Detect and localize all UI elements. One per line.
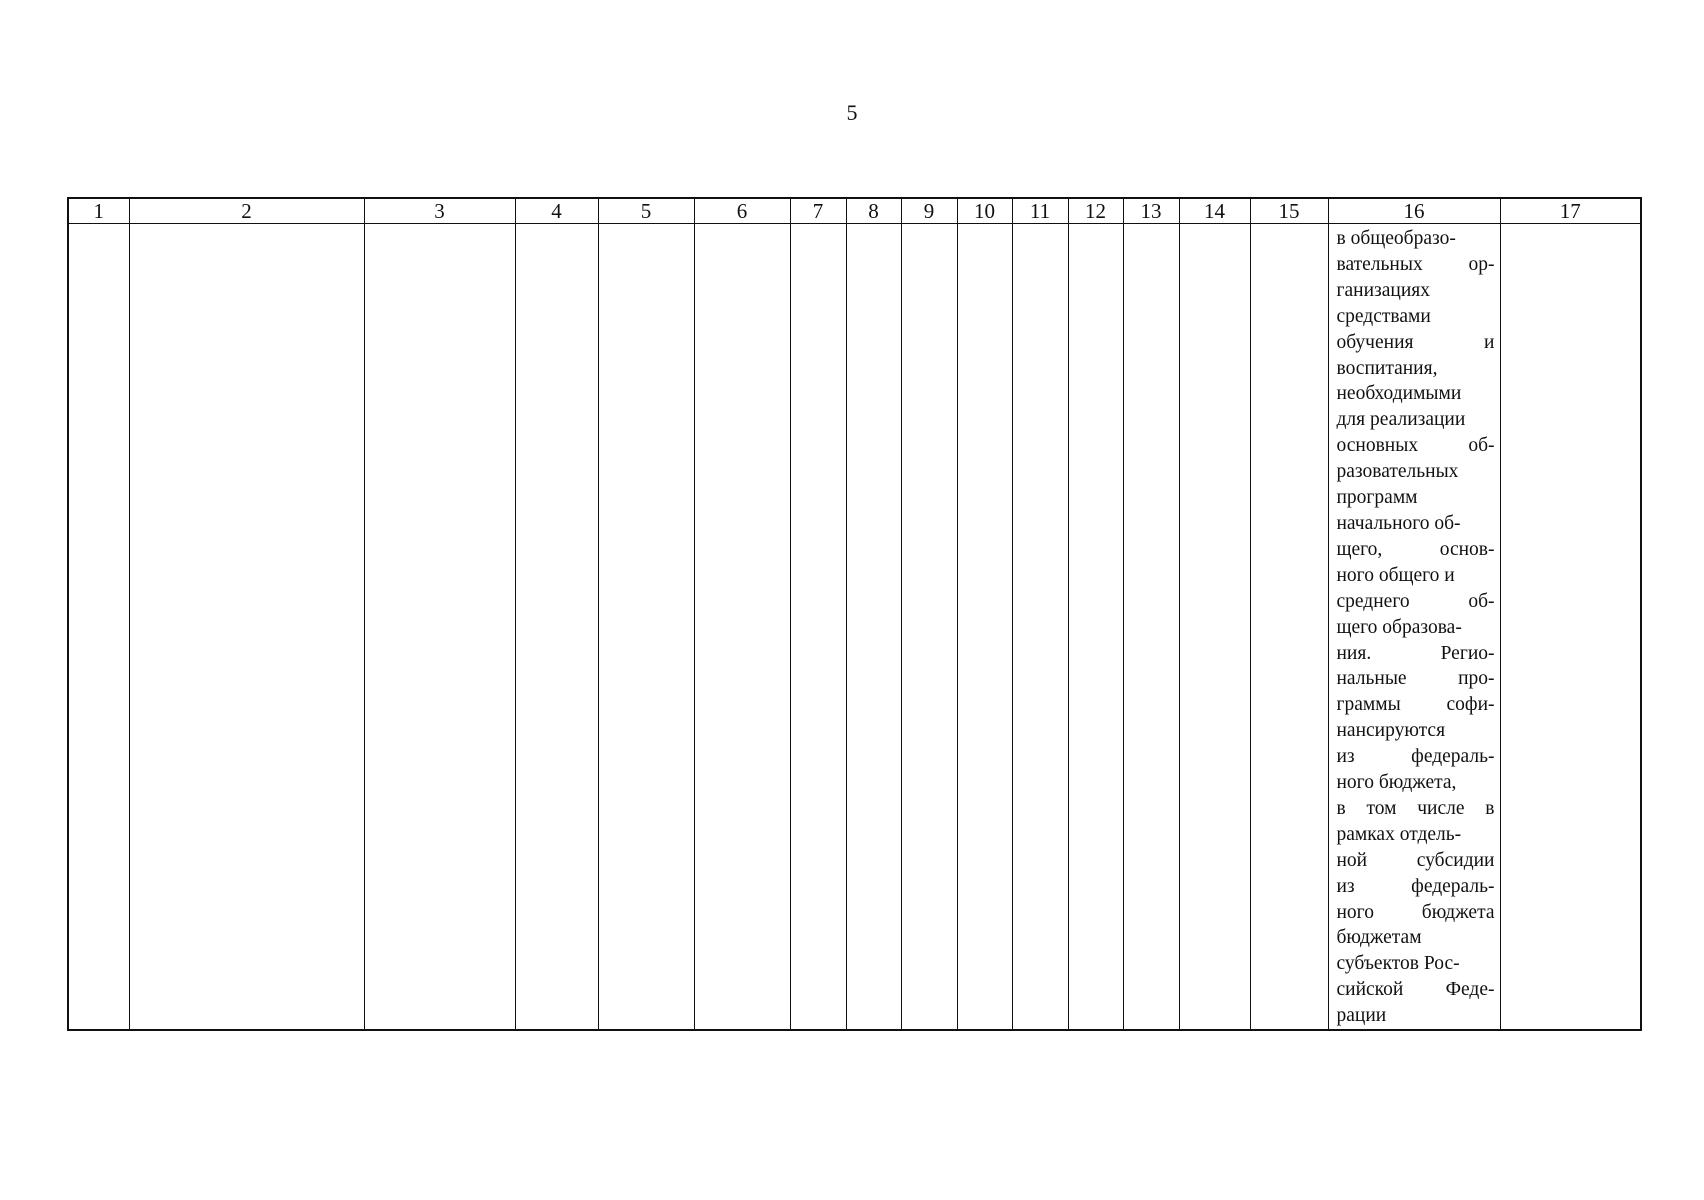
cell-text-line: программ <box>1336 487 1418 509</box>
table-cell-col14 <box>1179 224 1250 1031</box>
cell-text-line: нальные про- <box>1336 668 1495 690</box>
cell-text-line: в общеобразо- <box>1336 228 1456 249</box>
cell-text-line: нансируются <box>1336 720 1446 742</box>
column-header-9: 9 <box>901 198 957 224</box>
table-cell-col15 <box>1250 224 1328 1031</box>
table-cell-col8 <box>846 224 901 1031</box>
cell-text-line: начального об- <box>1336 512 1461 534</box>
table-cell-col4 <box>515 224 598 1031</box>
cell-text-line: воспитания, <box>1336 357 1438 379</box>
column-header-5: 5 <box>598 198 694 224</box>
data-table <box>67 197 1642 1031</box>
cell-text-line: ного бюджета <box>1336 901 1495 923</box>
cell-text-line: основных об- <box>1336 435 1495 457</box>
cell-text-line: вательных ор- <box>1336 253 1495 275</box>
table-cell-col13 <box>1123 224 1179 1031</box>
table-cell-col3 <box>364 224 515 1031</box>
cell-text-line: из федераль- <box>1336 746 1495 768</box>
column-header-13: 13 <box>1123 198 1179 224</box>
column-header-16: 16 <box>1328 198 1500 224</box>
table-cell-col12 <box>1068 224 1123 1031</box>
cell-text-line: из федераль- <box>1336 875 1495 897</box>
cell-text-line: ного общего и <box>1336 564 1455 586</box>
cell-text-line: рамках отдель- <box>1336 823 1462 845</box>
cell-text-line: ганизациях <box>1336 279 1430 301</box>
column-header-14: 14 <box>1179 198 1250 224</box>
data-table-container <box>67 197 1642 1031</box>
column-header-10: 10 <box>957 198 1012 224</box>
column-header-2: 2 <box>129 198 364 224</box>
table-cell-col9 <box>901 224 957 1031</box>
column-header-6: 6 <box>694 198 790 224</box>
cell-text-line: обучения и <box>1336 331 1495 353</box>
table-cell-col5 <box>598 224 694 1031</box>
table-cell-col1 <box>68 224 129 1031</box>
table-cell-col17 <box>1500 224 1641 1031</box>
table-row <box>68 224 1641 1031</box>
page-number: 5 <box>846 100 858 125</box>
cell-text-line: бюджетам <box>1336 927 1422 949</box>
table-cell-col2 <box>129 224 364 1031</box>
cell-text-line: щего образова- <box>1336 616 1462 638</box>
cell-text-line: среднего об- <box>1336 590 1495 612</box>
cell-text-line: ния. Регио- <box>1336 642 1495 664</box>
table-cell-col7 <box>790 224 846 1031</box>
header-row <box>68 198 1641 224</box>
table-cell-col6 <box>694 224 790 1031</box>
cell-text-line: рации <box>1336 1005 1387 1027</box>
column-header-12: 12 <box>1068 198 1123 224</box>
cell-text-line: граммы софи- <box>1336 694 1495 716</box>
table-cell-col11 <box>1012 224 1068 1031</box>
table-cell-col10 <box>957 224 1012 1031</box>
column-header-17: 17 <box>1500 198 1641 224</box>
column-header-11: 11 <box>1012 198 1068 224</box>
cell-text-line: для реализации <box>1336 409 1466 431</box>
cell-text-line: необходимыми <box>1336 383 1462 405</box>
cell-text-line: ной субсидии <box>1336 849 1495 871</box>
table-cell-col16 <box>1328 224 1500 1031</box>
column-header-15: 15 <box>1250 198 1328 224</box>
column-header-8: 8 <box>846 198 901 224</box>
cell-text-line: сийской Феде- <box>1336 979 1495 1001</box>
column-header-4: 4 <box>515 198 598 224</box>
column-header-3: 3 <box>364 198 515 224</box>
column-header-1: 1 <box>68 198 129 224</box>
cell-text-line: субъектов Рос- <box>1336 953 1460 975</box>
cell-text-line: щего, основ- <box>1336 538 1495 560</box>
cell-text-line: разовательных <box>1336 461 1459 483</box>
cell-text-line: в том числе в <box>1336 797 1495 819</box>
column-header-7: 7 <box>790 198 846 224</box>
cell-text-line: средствами <box>1336 305 1431 327</box>
cell-text-line: ного бюджета, <box>1336 772 1457 794</box>
